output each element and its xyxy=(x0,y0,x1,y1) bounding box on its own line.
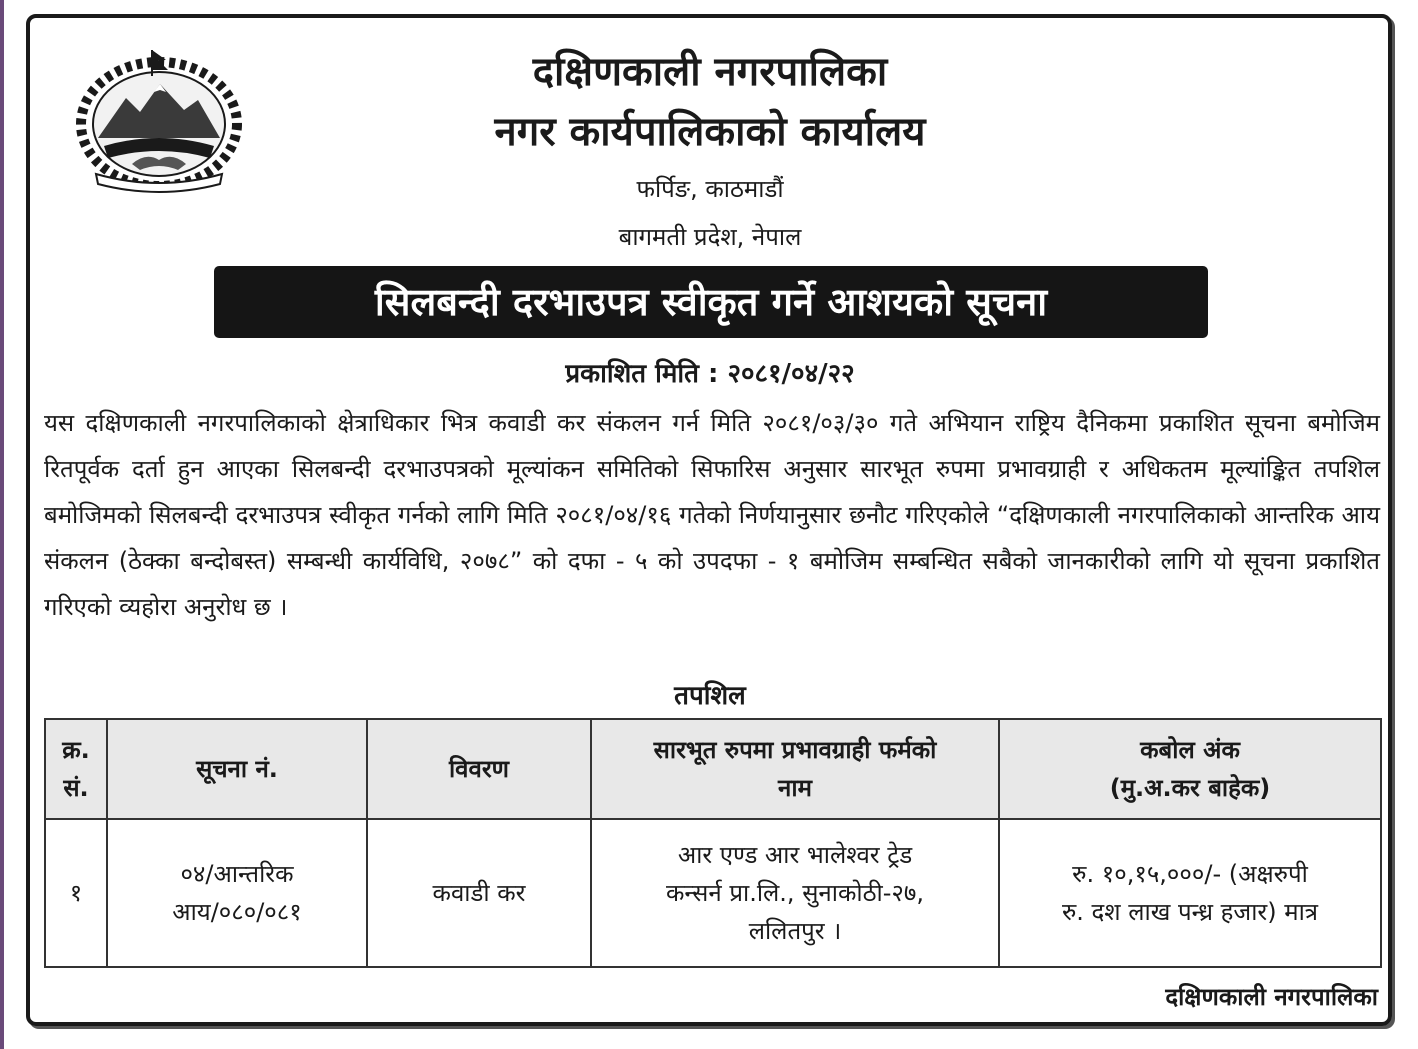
header-bid-amount xyxy=(999,719,1381,819)
header-serial-line1: क्र. xyxy=(62,736,90,764)
office-name-title: दक्षिणकाली नगरपालिका xyxy=(532,49,888,95)
header-serial-line2: सं. xyxy=(63,774,89,802)
cell-notice-line1: ०४/आन्तरिक xyxy=(180,860,294,888)
cell-firm-name xyxy=(591,819,999,967)
address-line-1: फर्पिङ, काठमाडौं xyxy=(636,175,784,203)
cell-bid-line2: रु. दश लाख पन्ध्र हजार) मात्र xyxy=(1061,898,1319,926)
cell-serial-number: १ xyxy=(45,819,107,967)
header-bid-line2: (मु.अ.कर बाहेक) xyxy=(1109,774,1271,802)
header-serial-number xyxy=(45,719,107,819)
address-line-2: बागमती प्रदेश, नेपाल xyxy=(618,223,802,251)
cell-description: कवाडी कर xyxy=(367,819,591,967)
table-row xyxy=(45,819,1381,967)
nepal-government-emblem-icon xyxy=(74,46,244,196)
cell-bid-line1: रु. १०,१५,०००/- (अक्षरुपी xyxy=(1072,860,1308,888)
notice-title-banner: सिलबन्दी दरभाउपत्र स्वीकृत गर्ने आशयको सूचना xyxy=(214,266,1208,338)
cell-firm-line1: आर एण्ड आर भालेश्वर ट्रेड xyxy=(677,841,913,869)
cell-firm-line3: ललितपुर । xyxy=(748,917,842,945)
notice-body-paragraph: यस दक्षिणकाली नगरपालिकाको क्षेत्राधिकार भित्र कवाडी कर संकलन गर्न मिति २०८१/०३/३० गते अभियान राष्ट्रिय दैनिकमा प्रकाशित सूचना बमोजिम रितपूर्वक दर्ता हुन आएका सिलबन्दी दरभाउपत्रको मूल्यांकन समितिको सिफारिस अनुसार सारभूत रुपमा प्रभावग्राही र अधिकतम मूल्यांङ्कित तपशिल बमोजिमको सिलबन्दी दरभाउपत्र स्वीकृत गर्नको लागि मिति २०८१/०४/१६ गतेको निर्णयानुसार छनौट गरिएकोले “दक्षिणकाली नगरपालिकाको आन्तरिक आय संकलन (ठेक्का बन्दोबस्त) सम्बन्धी कार्यविधि, २०७८” को दफा - ५ को उपदफा - १ बमोजिम सम्बन्धित सबैको जानकारीको लागि यो सूचना प्रकाशित गरिएको व्यहोरा अनुरोध छ । xyxy=(44,409,1380,621)
header-firm-name xyxy=(591,719,999,819)
header-firm-line1: सारभूत रुपमा प्रभावग्राही फर्मको xyxy=(653,736,937,764)
header-bid-line1: कबोल अंक xyxy=(1140,736,1240,764)
table-caption: तपशिल xyxy=(674,681,746,711)
left-edge-mark xyxy=(0,0,4,1049)
header-firm-line2: नाम xyxy=(778,774,812,802)
header-notice-number: सूचना नं. xyxy=(107,719,367,819)
signature-office-name: दक्षिणकाली नगरपालिका xyxy=(1165,983,1378,1011)
header-description: विवरण xyxy=(367,719,591,819)
cell-bid-amount xyxy=(999,819,1381,967)
table-header-row xyxy=(45,719,1381,819)
cell-firm-line2: कन्सर्न प्रा.लि., सुनाकोठी-२७, xyxy=(665,879,925,907)
office-subtitle: नगर कार्यपालिकाको कार्यालय xyxy=(494,109,926,155)
cell-notice-number xyxy=(107,819,367,967)
details-table xyxy=(44,718,1382,968)
published-date: प्रकाशित मिति : २०८१/०४/२२ xyxy=(565,359,855,389)
cell-notice-line2: आय/०८०/०८१ xyxy=(172,898,302,926)
